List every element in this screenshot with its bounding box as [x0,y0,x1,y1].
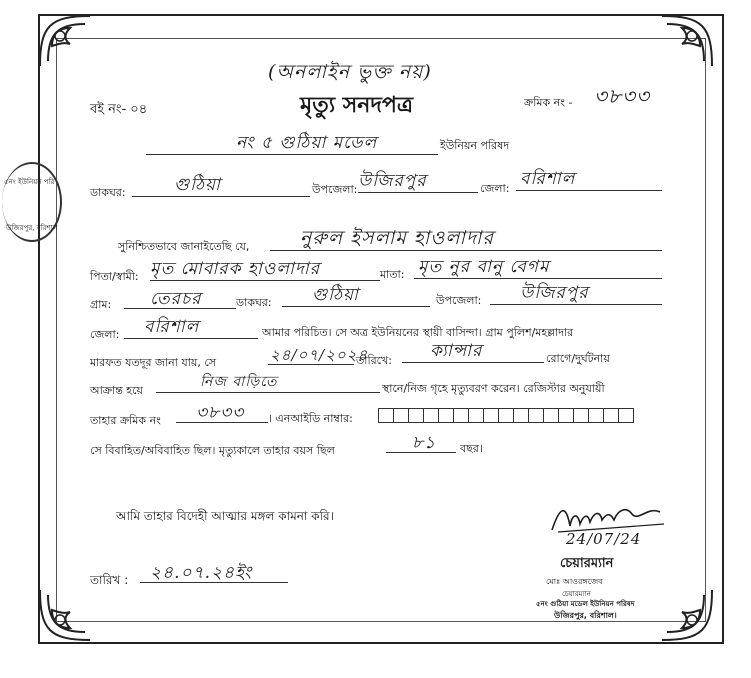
nid-box [483,408,499,423]
upazila-underline [358,192,478,193]
serial-value: ৩৮৩৩ [594,84,650,108]
village-label: গ্রাম: [90,298,112,311]
stamp-line-3: ৫নং গুঠিয়া মডেল ইউনিয়ন পরিষদ [536,600,635,608]
serial2-label: তাহার ক্রমিক নং [90,414,161,427]
nid-box [558,408,574,423]
stamp-line-2: চেয়ারম্যান [562,590,591,598]
father-label: পিতা/স্বামী: [90,270,139,283]
nid-box [543,408,559,423]
certify-label: সুনিশ্চিতভাবে জানাইতেছি যে, [118,240,250,253]
date-on-label: তারিখে: [356,354,392,367]
nid-box [498,408,514,423]
upazila-value: উজিরপুর [358,171,427,191]
serial2-underline [176,422,268,423]
mother-label: মাতা: [380,268,405,281]
nid-box [468,408,484,423]
nid-box [513,408,529,423]
mother-underline [414,278,662,279]
death-date-underline [268,364,354,365]
stamp-line-1: মোঃ আওরঙ্গজেব [546,577,603,586]
nid-box [453,408,469,423]
age-value: ৮১ [412,433,437,453]
corner-ornament-bottom-right [652,580,722,650]
father-underline [150,280,380,281]
deceased-name: নুরুল ইসলাম হাওলাদার [300,227,494,249]
district-label: জেলা: [480,182,510,195]
seal-text-top: ৫নং ইউনিয়ন পরি [4,178,55,186]
affected-label: আক্রান্ত হয়ে [90,384,143,397]
district-value: বরিশাল [520,169,576,189]
upazila-label: উপজেলা: [312,183,358,196]
book-number: বই নং- ০৪ [90,102,148,117]
nid-box [573,408,589,423]
nid-box [393,408,409,423]
via-text: মারফত যতদূর জানা যায়, সে [90,356,217,369]
district2-value: বরিশাল [144,317,200,337]
footer-date-value: ২৪.০৭.২৪ইং [150,563,253,583]
nid-box [438,408,454,423]
seal-text-bottom: উজিরপুর, বরিশাল [6,224,58,232]
union-suffix: ইউনিয়ন পরিষদ [440,139,510,152]
cause-underline [402,362,544,363]
district2-label: জেলা: [90,328,120,341]
union-name: নং ৫ গুঠিয়া মডেল [236,133,378,153]
nid-box [603,408,619,423]
nid-box [588,408,604,423]
union-underline [146,154,438,155]
place-text: স্থানে/নিজ গৃহে মৃত্যুবরণ করেন। রেজিস্টার অনুযায়ী [382,382,605,395]
signature-date: 24/07/24 [566,530,642,548]
post2-underline [282,306,430,307]
corner-ornament-top-right [652,6,722,76]
post-label: ডাকঘর: [90,186,126,199]
corner-ornament-top-left [30,6,100,76]
disease-label: রোগে/দুর্ঘটনায় [546,352,610,365]
nid-box [408,408,424,423]
footer-date-underline [140,582,288,583]
prayer-text: আমি তাহার বিদেহী আত্মার মঙ্গল কামনা করি। [116,509,334,523]
village-value: তেরচর [150,289,202,309]
online-note: (অনলাইন ভুক্ত নয়) [268,61,432,83]
post-value: গুঠিয়া [174,175,221,195]
name-underline [270,250,662,251]
nid-box [528,408,544,423]
upazila2-value: উজিরপুর [520,283,589,303]
place-underline [156,392,380,393]
chairman-label: চেয়ারম্যান [560,556,614,571]
village-underline [124,308,236,309]
father-value: মৃত মোবারক হাওলাদার [150,259,321,279]
cause-value: ক্যান্সার [430,341,483,361]
age-underline [386,452,456,453]
district-underline [516,190,662,191]
death-date: ২৪/০৭/২০২৪ [270,346,369,364]
married-text: সে বিবাহিত/অবিবাহিত ছিল। মৃত্যুকালে তাহার বয়স ছিল [90,444,335,457]
nid-box [423,408,439,423]
footer-date-label: তারিখ : [90,573,129,587]
place-value: নিজ বাড়িতে [200,374,278,390]
upazila2-underline [490,304,662,305]
post2-label: ডাকঘর: [236,296,272,309]
stamp-line-4: উজিরপুর, বরিশাল। [554,611,617,620]
district2-underline [124,338,258,339]
upazila2-label: উপজেলা: [436,294,482,307]
nid-box [618,408,634,423]
nid-boxes [379,408,634,423]
serial2-value: ৩৮৩৩ [196,403,245,423]
nid-box [378,408,394,423]
serial-label: ক্রমিক নং - [524,96,573,109]
nid-label: । এনআইডি নাম্বার: [268,412,353,425]
post-underline [132,196,310,197]
mother-value: মৃত নুর বানু বেগম [418,257,550,277]
year-label: বছর। [460,442,483,455]
certificate-title: মৃত্যু সনদপত্র [300,93,414,118]
known-text: আমার পরিচিত। সে অত্র ইউনিয়নের স্থায়ী বাসিন্দা। গ্রাম পুলিশ/মহল্লাদার [262,326,574,339]
post2-value: গুঠিয়া [312,285,359,305]
